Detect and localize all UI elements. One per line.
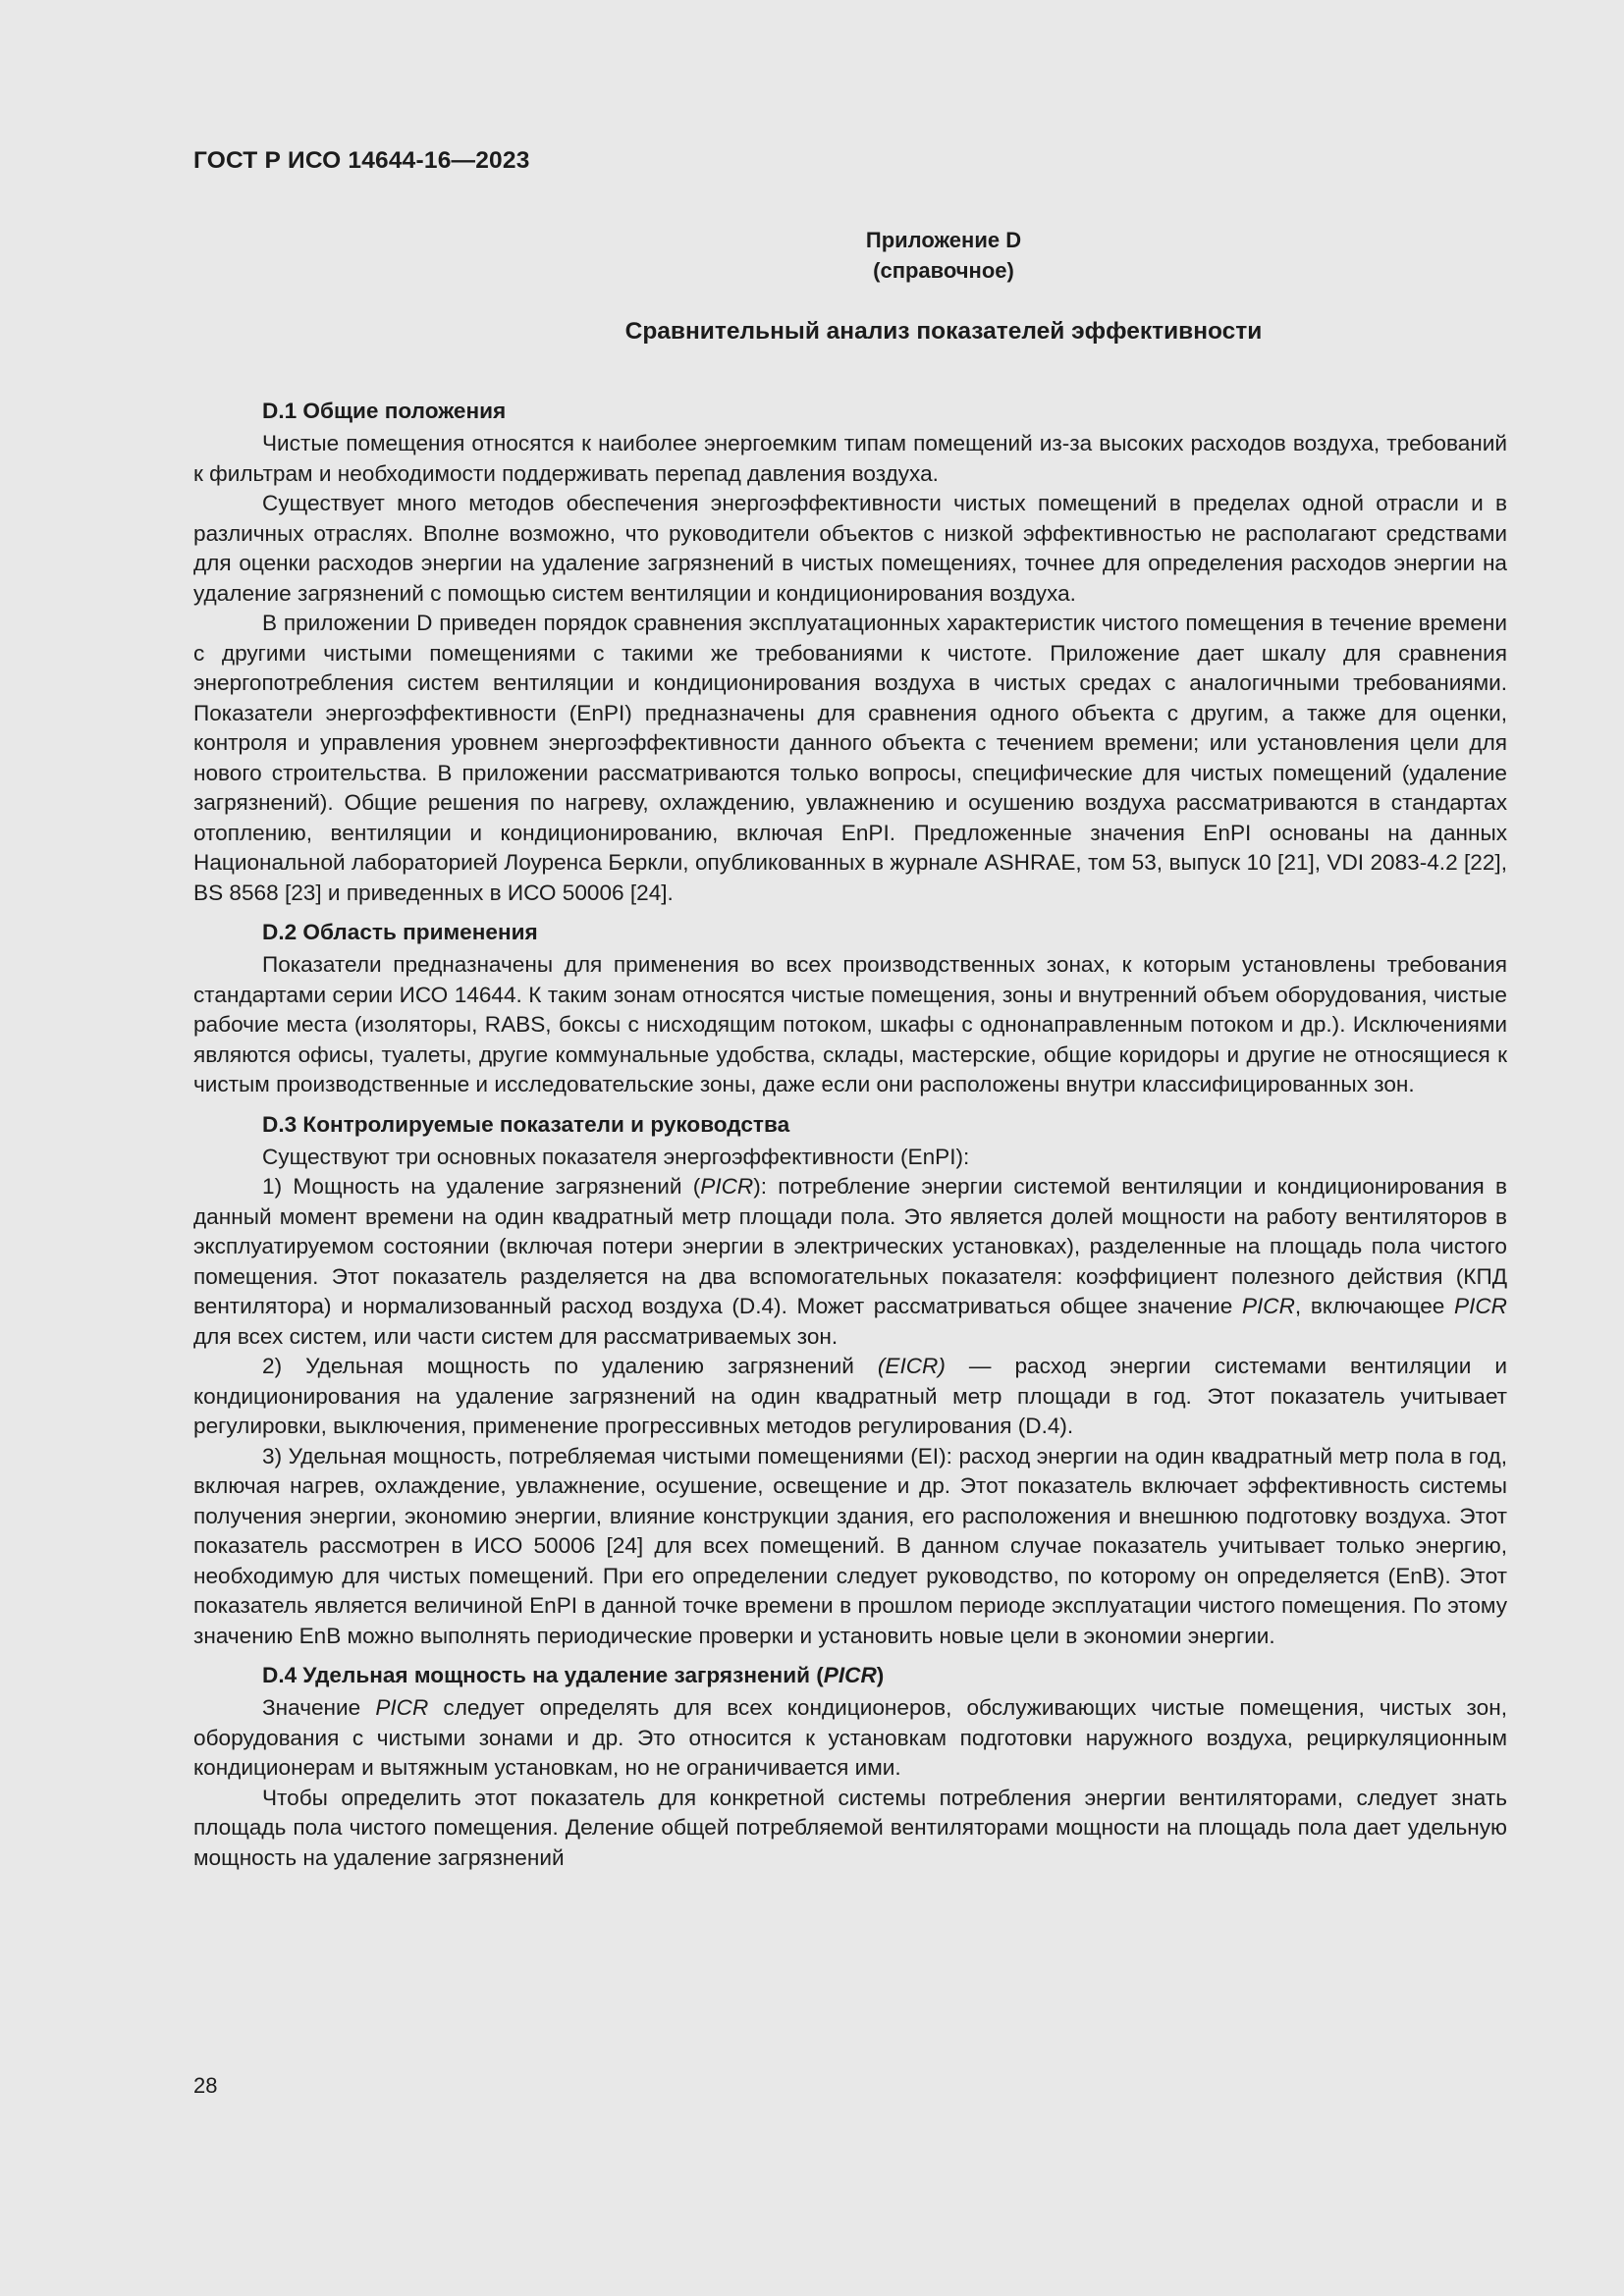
document-code-header: ГОСТ Р ИСО 14644-16—2023 — [193, 147, 530, 174]
term-eicr: (EICR) — [877, 1354, 946, 1378]
list-item — [193, 1352, 1507, 1442]
annex-heading — [193, 318, 1507, 346]
text-run: D.4 Удельная мощность на удаление загрязнений ( — [262, 1663, 824, 1687]
text-run: 2) Удельная мощность по удалению загрязнений — [262, 1354, 878, 1378]
paragraph: Чистые помещения относятся к наиболее энергоемким типам помещений из-за высоких расходов воздуха, требований к фильтрам и необходимости поддерживать перепад давления воздуха. — [193, 431, 1507, 486]
list-item — [193, 1172, 1507, 1352]
text-run: для всех систем, или части систем для рассматриваемых зон. — [193, 1323, 839, 1349]
text-run: ) — [876, 1663, 885, 1687]
text-run: ): потребление энергии системой вентиляции и кондиционирования в данный момент времени на один квадратный метр площади пола. Это является долей мощности на работу вентиляторов в эксплуатируемом состоянии (включая потери энергии в электрических установках), разделенные на площадь пола чистого помещения. Этот показатель разделяется на два вспомогательных показателя: коэффициент полезного действия (КПД вентилятора) и нормализованный расход воздуха (D.4). Может рассматриваться общее значение — [193, 1174, 1507, 1318]
annex-label: Приложение D — [865, 228, 1022, 252]
text-run: , включающее — [1294, 1294, 1455, 1318]
text-run: 1) Мощность на удаление загрязнений ( — [262, 1174, 701, 1199]
text-run: следует определять для всех кондиционеров, обслуживающих чистые помещения, чистых зон, оборудования с чистыми зонами и др. Это относится к установкам подготовки наружного воздуха, рециркуляционным кондиционерам и вытяжным установкам, но не ограничивается ими. — [193, 1695, 1507, 1780]
paragraph: Существуют три основных показателя энергоэффективности (EnPI): — [262, 1144, 970, 1169]
text-run: Значение — [262, 1695, 376, 1720]
term-picr: PICR — [700, 1174, 754, 1199]
section-heading-d2: D.2 Область применения — [262, 920, 538, 944]
document-page — [193, 0, 1507, 2296]
section-heading-d1: D.1 Общие положения — [262, 399, 507, 423]
paragraph: В приложении D приведен порядок сравнения эксплуатационных характеристик чистого помещения в течение времени с другими чистыми помещениями с такими же требованиями к чистоте. Приложение дает шкалу для сравнения энергопотребления систем вентиляции и кондиционирования воздуха в чистых средах с аналогичными требованиями. Показатели энергоэффективности (EnPI) предназначены для сравнения одного объекта с другим, а также для оценки, контроля и управления уровнем энергоэффективности данного объекта с течением времени; или установления цели для нового строительства. В приложении рассматриваются только вопросы, специфические для чистых помещений (удаление загрязнений). Общие решения по нагреву, охлаждению, увлажнению и осушению воздуха рассматриваются в стандартах отоплению, вентиляции и кондиционированию, включая EnPI. Предложенные значения EnPI основаны на данных Национальной лабораторией Лоуренса Беркли, опубликованных в журнале ASHRAE, том 53, выпуск 10 [21], VDI 2083-4.2 [22], BS 8568 [23] и приведенных в ИСО 50006 [24]. — [193, 611, 1507, 905]
paragraph: Существует много методов обеспечения энергоэффективности чистых помещений в пределах одной отрасли и в различных отраслях. Вполне возможно, что руководители объектов с низкой эффективностью не располагают средствами для оценки расходов энергии на удаление загрязнений в чистых помещениях, точнее для определения расходов энергии на удаление загрязнений с помощью систем вентиляции и кондиционирования воздуха. — [193, 491, 1507, 606]
section-heading-d3: D.3 Контролируемые показатели и руководства — [262, 1111, 790, 1137]
list-item: 3) Удельная мощность, потребляемая чистыми помещениями (EI): расход энергии на один квадратный метр пола в год, включая нагрев, охлаждение, увлажнение, осушение, освещение и др. Этот показатель включает эффективность системы получения энергии, экономию энергии, влияние конструкции здания, его расположения и внешнюю подготовку воздуха. Этот показатель рассмотрен в ИСО 50006 [24] для всех помещений. В данном случае показатель учитывает только энергию, необходимую для чистых помещений. При его определении следует руководство, по которому он определяется (EnB). Этот показатель является величиной EnPI в данной точке времени в прошлом периоде эксплуатации чистого помещения. По этому значению EnB можно выполнять периодические проверки и установить новые цели в экономии энергии. — [193, 1443, 1507, 1648]
term-picr: PICR — [375, 1695, 429, 1720]
annex-heading-text: Сравнительный анализ показателей эффективности — [624, 318, 1263, 345]
term-picr: PICR — [823, 1663, 877, 1687]
annex-status: (справочное) — [873, 258, 1014, 283]
term-picr: PICR — [1241, 1294, 1295, 1318]
paragraph: Показатели предназначены для применения во всех производственных зонах, к которым установлены требования стандартами серии ИСО 14644. К таким зонам относятся чистые помещения, зоны и внутренний объем оборудования, чистые рабочие места (изоляторы, RABS, боксы с нисходящим потоком, шкафы с однонаправленным потоком и др.). Исключениями являются офисы, туалеты, другие коммунальные удобства, склады, мастерские, общие коридоры и другие не относящиеся к чистым производственные и исследовательские зоны, даже если они расположены внутри классифицированных зон. — [193, 952, 1507, 1096]
section-heading-d4 — [262, 1658, 1507, 1693]
annex-title-block — [193, 225, 1507, 286]
page-number: 28 — [193, 2073, 218, 2098]
text-run: — расход энергии системами вентиляции и кондиционирования на удаление загрязнений на один квадратный метр площади в год. Этот показатель учитывает регулировки, выключения, применение прогрессивных методов регулирования (D.4). — [193, 1354, 1507, 1438]
paragraph — [193, 1693, 1507, 1784]
document-body — [193, 394, 1507, 1873]
term-picr: PICR — [1454, 1294, 1507, 1318]
paragraph: Чтобы определить этот показатель для конкретной системы потребления энергии вентиляторами, следует знать площадь пола чистого помещения. Деление общей потребляемой вентиляторами мощности на площадь пола дает удельную мощность на удаление загрязнений — [193, 1785, 1507, 1870]
